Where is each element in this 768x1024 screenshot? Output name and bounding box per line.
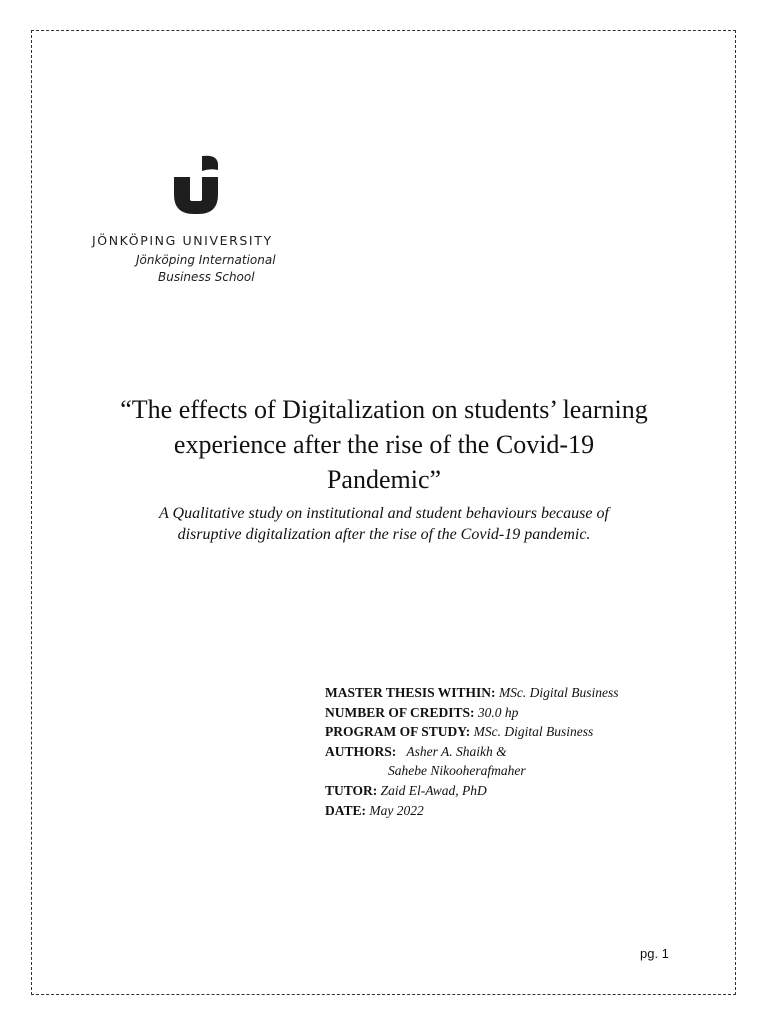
thesis-details (325, 683, 725, 820)
school-name-line1: Jönköping International (136, 253, 276, 267)
thesis-subtitle-line1: A Qualitative study on institutional and student behaviours because of (159, 505, 609, 522)
page-number: pg. 1 (640, 946, 669, 961)
date-label: DATE: (325, 802, 367, 818)
program-value: MSc. Digital Business (473, 724, 594, 740)
authors-label: AUTHORS: (325, 743, 397, 759)
detail-row-authors (325, 742, 725, 762)
date-value: May 2022 (369, 802, 424, 818)
detail-row-program (325, 722, 725, 742)
detail-row-thesis (325, 683, 725, 703)
thesis-value: MSc. Digital Business (498, 685, 619, 700)
thesis-subtitle (60, 503, 708, 545)
university-logo-mark (174, 155, 222, 215)
thesis-title-line2: experience after the rise of the Covid-19 (173, 430, 595, 459)
credits-value: 30.0 hp (477, 704, 519, 720)
credits-label: NUMBER OF CREDITS: (325, 704, 475, 720)
school-name-line2: Business School (158, 270, 255, 284)
thesis-title (60, 392, 708, 497)
tutor-value: Zaid El-Awad, PhD (380, 782, 487, 798)
program-label: PROGRAM OF STUDY: (325, 724, 471, 740)
thesis-title-line1: “The effects of Digitalization on students’ learning (120, 395, 648, 424)
university-name: JÖNKÖPING UNIVERSITY (92, 233, 273, 248)
thesis-title-line3: Pandemic” (326, 465, 442, 494)
thesis-label: MASTER THESIS WITHIN: (325, 685, 496, 700)
detail-row-author-2 (325, 761, 725, 781)
detail-row-date (325, 801, 725, 821)
thesis-subtitle-line2: disruptive digitalization after the rise of the Covid-19 pandemic. (177, 526, 591, 543)
tutor-label: TUTOR: (325, 782, 378, 798)
author-2: Sahebe Nikooherafmaher (388, 763, 526, 779)
detail-row-tutor (325, 781, 725, 801)
school-name (136, 252, 276, 286)
author-1: Asher A. Shaikh & (406, 743, 507, 759)
detail-row-credits (325, 703, 725, 723)
